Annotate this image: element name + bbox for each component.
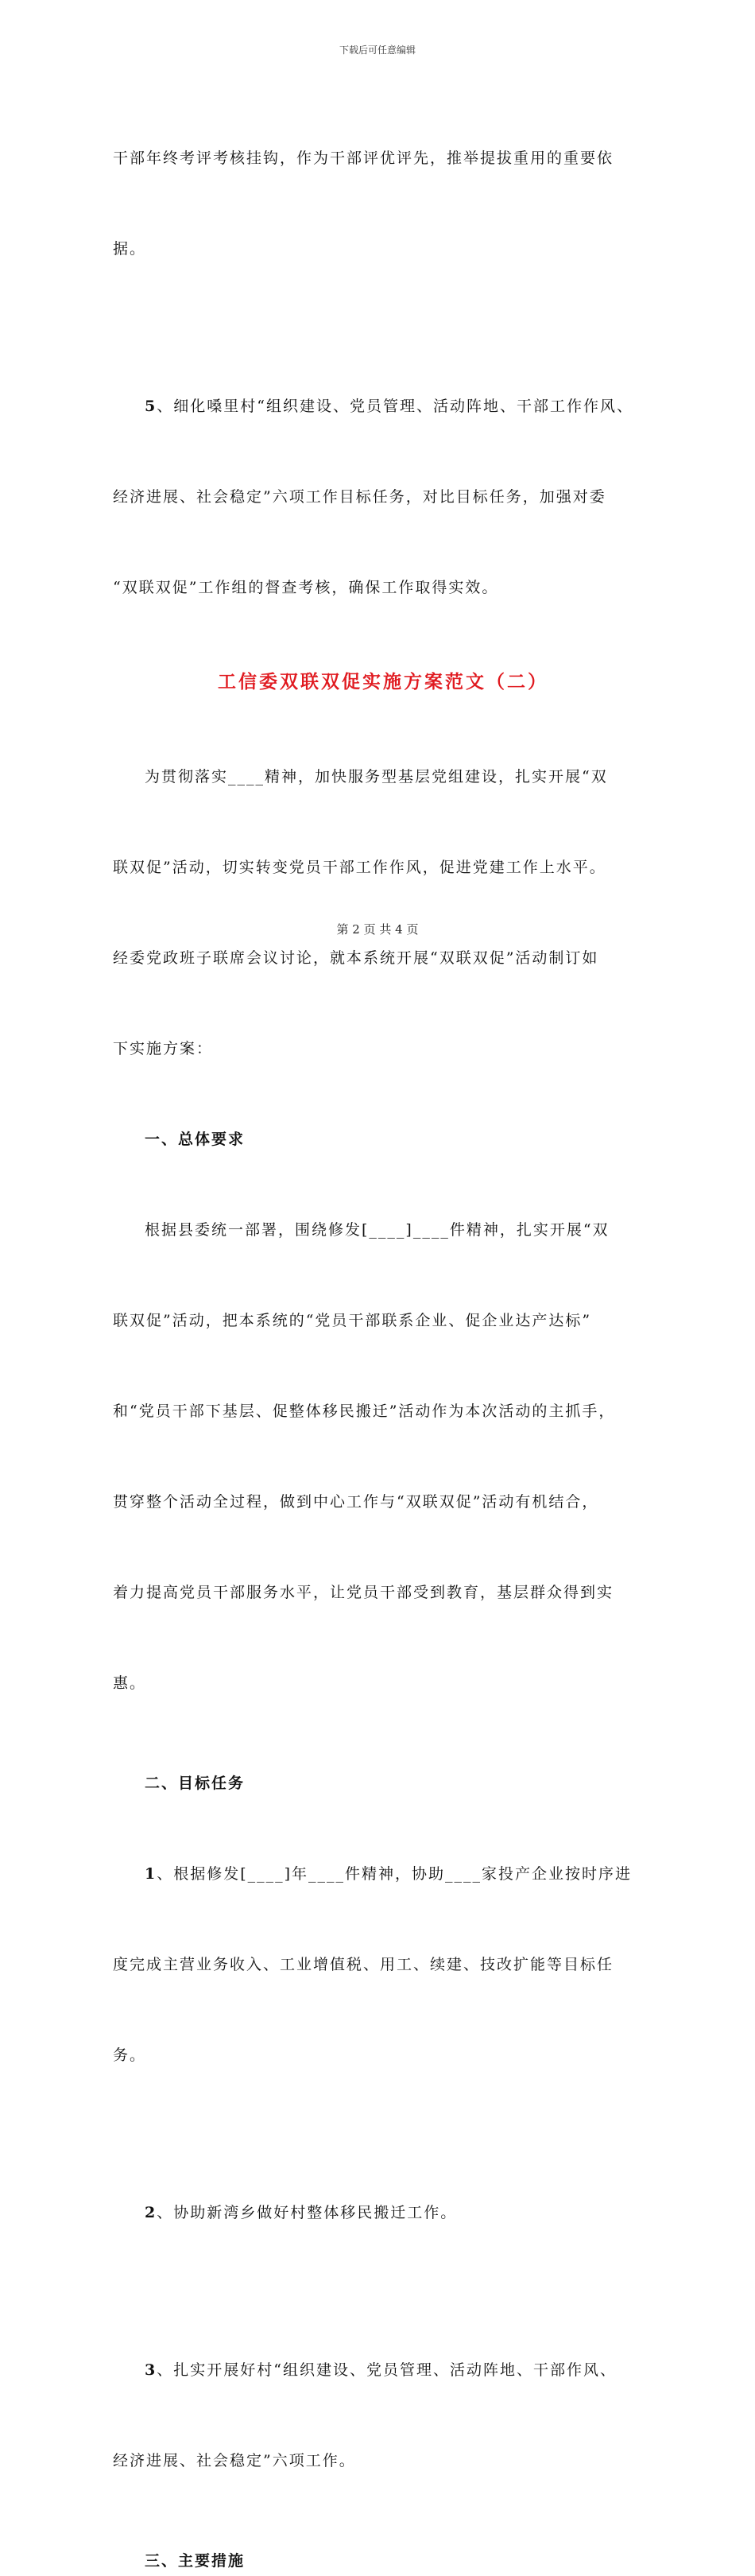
text-line: 惠。: [113, 1674, 147, 1692]
document-body: [113, 83, 653, 2576]
text-line: “双联双促”工作组的督查考核，确保工作取得实效。: [113, 579, 499, 596]
text-span: 、协助新湾乡做好村整体移民搬迁工作。: [157, 2204, 458, 2221]
task-3-paragraph: [113, 2295, 653, 2536]
text-span: 、根据修发[____]年____件精神，协助____家投产企业按时序进: [157, 1865, 633, 1883]
section1-paragraph: [113, 1154, 653, 1759]
item-number: 2: [145, 2204, 157, 2221]
text-line: 根据县委统一部署，围绕修发[____]____件精神，扎实开展“双: [145, 1221, 610, 1239]
text-line: 联双促”活动，切实转变党员干部工作作风，促进党建工作上水平。: [113, 859, 606, 876]
text-line: 为贯彻落实____精神，加快服务型基层党组建设，扎实开展“双: [145, 768, 608, 786]
text-span: 、细化嗓里村“组织建设、党员管理、活动阵地、干部工作作风、: [157, 398, 633, 415]
section-heading-target-tasks: 二、目标任务: [145, 1775, 246, 1792]
document-title: 工信委双联双促实施方案范文（二）: [218, 671, 548, 692]
text-line: 经济进展、社会稳定”六项工作目标任务，对比目标任务，加强对委: [113, 488, 606, 506]
intro-paragraph: [113, 701, 653, 1124]
item-number: 1: [145, 1865, 157, 1883]
text-line: [113, 2198, 653, 2228]
text-line: 经济进展、社会稳定”六项工作。: [113, 2452, 356, 2469]
text-line: 联双促”活动，把本系统的“党员干部联系企业、促企业达产达标”: [113, 1312, 592, 1329]
text-line: 和“党员干部下基层、促整体移民搬迁”活动作为本次活动的主抓手，: [113, 1402, 616, 1420]
text-span: 、扎实开展好村“组织建设、党员管理、活动阵地、干部作风、: [157, 2361, 617, 2379]
text-line: [113, 391, 653, 421]
text-line: [113, 2355, 653, 2385]
text-line: 经委党政班子联席会议讨论，就本系统开展“双联双促”活动制订如: [113, 949, 599, 967]
page-header-note: 下载后可任意编辑: [339, 45, 416, 56]
section-heading-overall-requirements: 一、总体要求: [145, 1131, 246, 1148]
item-number: 5: [145, 398, 157, 415]
text-line: 着力提高党员干部服务水平，让党员干部受到教育，基层群众得到实: [113, 1584, 614, 1601]
item-number: 3: [145, 2361, 157, 2379]
continued-paragraph: [113, 83, 653, 324]
text-line: 据。: [113, 240, 147, 258]
text-line: 下实施方案：: [113, 1040, 214, 1057]
text-line: 务。: [113, 2046, 147, 2064]
section-heading-main-measures: 三、主要措施: [145, 2552, 246, 2570]
page-number: 第 2 页 共 4 页: [336, 922, 419, 937]
text-line: 贯穿整个活动全过程，做到中心工作与“双联双促”活动有机结合，: [113, 1493, 599, 1511]
task-2-paragraph: [113, 2137, 653, 2288]
item-5-paragraph: [113, 331, 653, 663]
text-line: [113, 1859, 653, 1889]
text-line: 度完成主营业务收入、工业增值税、用工、续建、技改扩能等目标任: [113, 1956, 614, 1973]
text-line: 干部年终考评考核挂钩，作为干部评优评先，推举提拔重用的重要依: [113, 149, 614, 167]
task-1-paragraph: [113, 1798, 653, 2131]
